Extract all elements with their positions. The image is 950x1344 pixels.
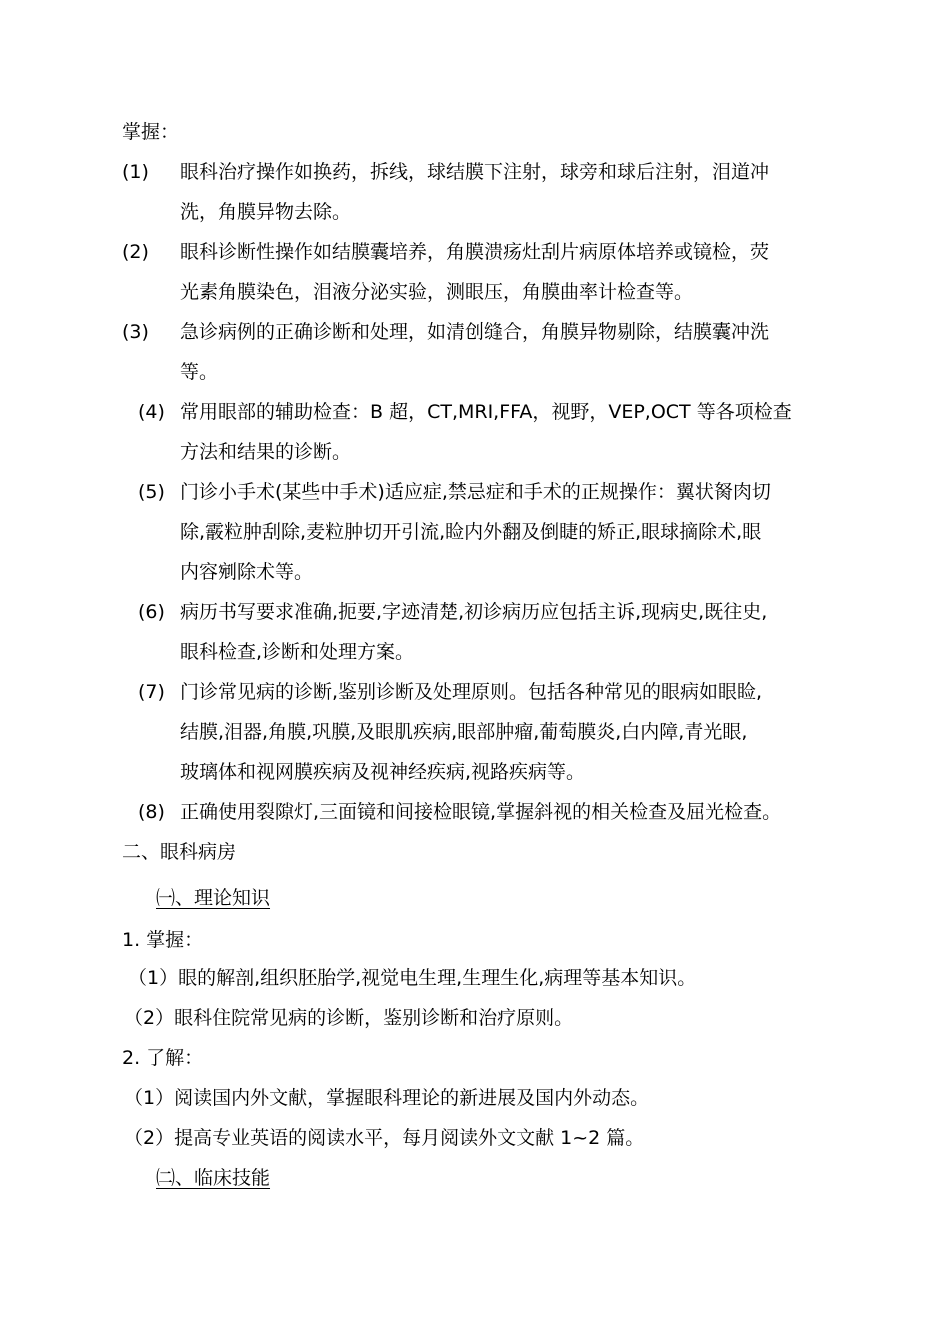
item-number: (4) — [138, 401, 165, 423]
subsection-heading: ㈡、临床技能 — [156, 1167, 271, 1189]
item-text: 洗，角膜异物去除。 — [180, 201, 352, 223]
item-number: (2) — [122, 241, 149, 263]
item-text: 常用眼部的辅助检查：B 超，CT,MRI,FFA，视野，VEP,OCT 等各项检查 — [180, 401, 792, 423]
item-text: 等。 — [180, 361, 219, 383]
item-text: 眼科检查,诊断和处理方案。 — [180, 641, 415, 663]
list-heading: 1. 掌握： — [122, 929, 204, 951]
list-item: （1）眼的解剖,组织胚胎学,视觉电生理,生理生化,病理等基本知识。 — [128, 967, 697, 989]
section-heading: 二、眼科病房 — [122, 841, 237, 863]
item-number: (1) — [122, 161, 149, 183]
item-text: 正确使用裂隙灯,三面镜和间接检眼镜,掌握斜视的相关检查及屈光检查。 — [180, 801, 782, 823]
item-text: 门诊常见病的诊断,鉴别诊断及处理原则。包括各种常见的眼病如眼睑, — [180, 681, 763, 703]
item-text: 结膜,泪器,角膜,巩膜,及眼肌疾病,眼部肿瘤,葡萄膜炎,白内障,青光眼, — [180, 721, 748, 743]
item-text: 眼科治疗操作如换药，拆线，球结膜下注射，球旁和球后注射，泪道冲 — [180, 161, 770, 183]
item-number: (6) — [138, 601, 165, 623]
heading-zhangwo: 掌握： — [122, 121, 180, 143]
item-text: 方法和结果的诊断。 — [180, 441, 352, 463]
list-item: （2）眼科住院常见病的诊断，鉴别诊断和治疗原则。 — [124, 1007, 574, 1029]
item-text: 除,霰粒肿刮除,麦粒肿切开引流,睑内外翻及倒睫的矫正,眼球摘除术,眼 — [180, 521, 762, 543]
list-item: （1）阅读国内外文献，掌握眼科理论的新进展及国内外动态。 — [124, 1087, 650, 1109]
item-text: 门诊小手术(某些中手术)适应症,禁忌症和手术的正规操作：翼状胬肉切 — [180, 481, 771, 503]
item-text: 玻璃体和视网膜疾病及视神经疾病,视路疾病等。 — [180, 761, 586, 783]
subsection-heading: ㈠、理论知识 — [156, 887, 271, 909]
item-number: (7) — [138, 681, 165, 703]
list-item: （2）提高专业英语的阅读水平，每月阅读外文文献 1~2 篇。 — [124, 1127, 645, 1149]
item-number: (3) — [122, 321, 149, 343]
list-heading: 2. 了解： — [122, 1047, 204, 1069]
item-text: 病历书写要求准确,扼要,字迹清楚,初诊病历应包括主诉,现病史,既往史, — [180, 601, 768, 623]
item-text: 内容剜除术等。 — [180, 561, 314, 583]
item-number: (8) — [138, 801, 165, 823]
item-text: 眼科诊断性操作如结膜囊培养，角膜溃疡灶刮片病原体培养或镜检，荧 — [180, 241, 770, 263]
item-number: (5) — [138, 481, 165, 503]
item-text: 急诊病例的正确诊断和处理，如清创缝合，角膜异物剔除，结膜囊冲洗 — [180, 321, 770, 343]
item-text: 光素角膜染色，泪液分泌实验，测眼压，角膜曲率计检查等。 — [180, 281, 694, 303]
